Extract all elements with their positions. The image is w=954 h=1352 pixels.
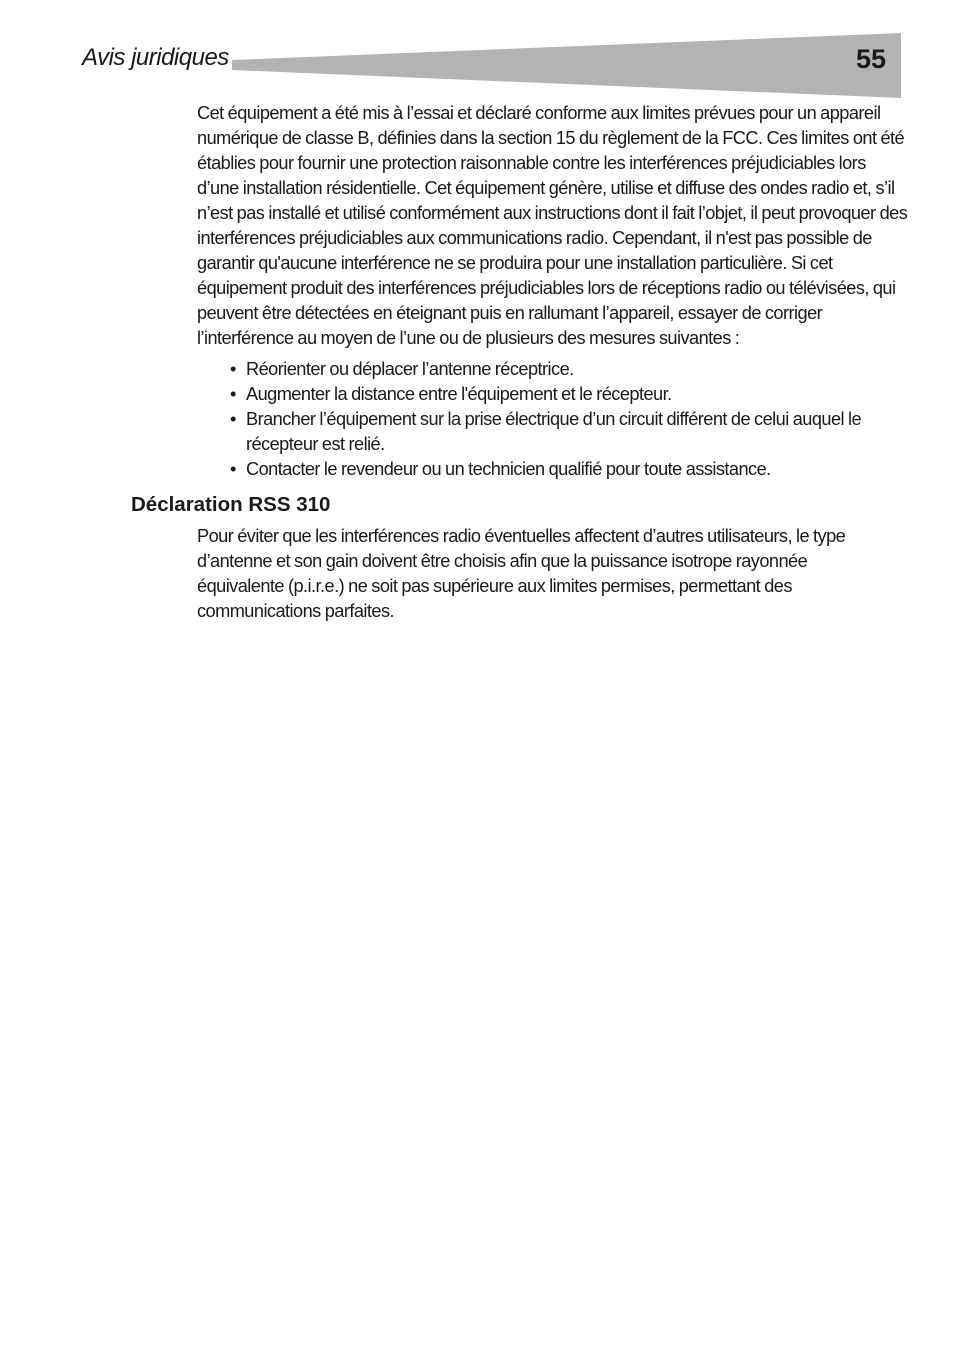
list-item-text: Brancher l’équipement sur la prise électrique d’un circuit différent de celui auquel le récepteur est relié. [246, 409, 862, 454]
bullet-icon: • [230, 359, 236, 379]
list-item [230, 382, 909, 407]
section-title: Avis juridiques [82, 44, 229, 71]
bullet-icon: • [230, 409, 236, 429]
list-item-text: Contacter le revendeur ou un technicien qualifié pour toute assistance. [246, 459, 771, 479]
page-number: 55 [856, 44, 887, 74]
fcc-section [197, 101, 909, 482]
page-header [0, 0, 954, 100]
bullet-icon: • [230, 459, 236, 479]
list-item [230, 357, 909, 382]
list-item-text: Réorienter ou déplacer l’antenne réceptrice. [246, 359, 574, 379]
fcc-paragraph: Cet équipement a été mis à l’essai et déclaré conforme aux limites prévues pour un appareil numérique de classe B, définies dans la section 15 du règlement de la FCC. Ces limites ont été établies pour fournir une protection raisonnable contre les interférences préjudiciables lors d’une installation résidentielle. Cet équipement génère, utilise et diffuse des ondes radio et, s’il n’est pas installé et utilisé conformément aux instructions dont il fait l’objet, il peut provoquer des interférences préjudiciables aux communications radio. Cependant, il n'est pas possible de garantir qu'aucune interférence ne se produira pour une installation particulière. Si cet équipement produit des interférences préjudiciables lors de réceptions radio ou télévisées, qui peuvent être détectées en éteignant puis en rallumant l’appareil, essayer de corriger l’interférence au moyen de l’une ou de plusieurs des mesures suivantes : [197, 103, 908, 348]
rss-section [197, 524, 897, 624]
rss-heading: Déclaration RSS 310 [131, 493, 331, 516]
rss-paragraph: Pour éviter que les interférences radio éventuelles affectent d’autres utilisateurs, le type d’antenne et son gain doivent être choisis afin que la puissance isotrope rayonnée équivalente (p.i.r.e.) ne soit pas supérieure aux limites permises, permettant des communications parfaites. [197, 526, 846, 621]
list-item [230, 407, 909, 457]
fcc-measures-list [197, 357, 909, 482]
list-item-text: Augmenter la distance entre l'équipement et le récepteur. [246, 384, 672, 404]
list-item [230, 457, 909, 482]
bullet-icon: • [230, 384, 236, 404]
